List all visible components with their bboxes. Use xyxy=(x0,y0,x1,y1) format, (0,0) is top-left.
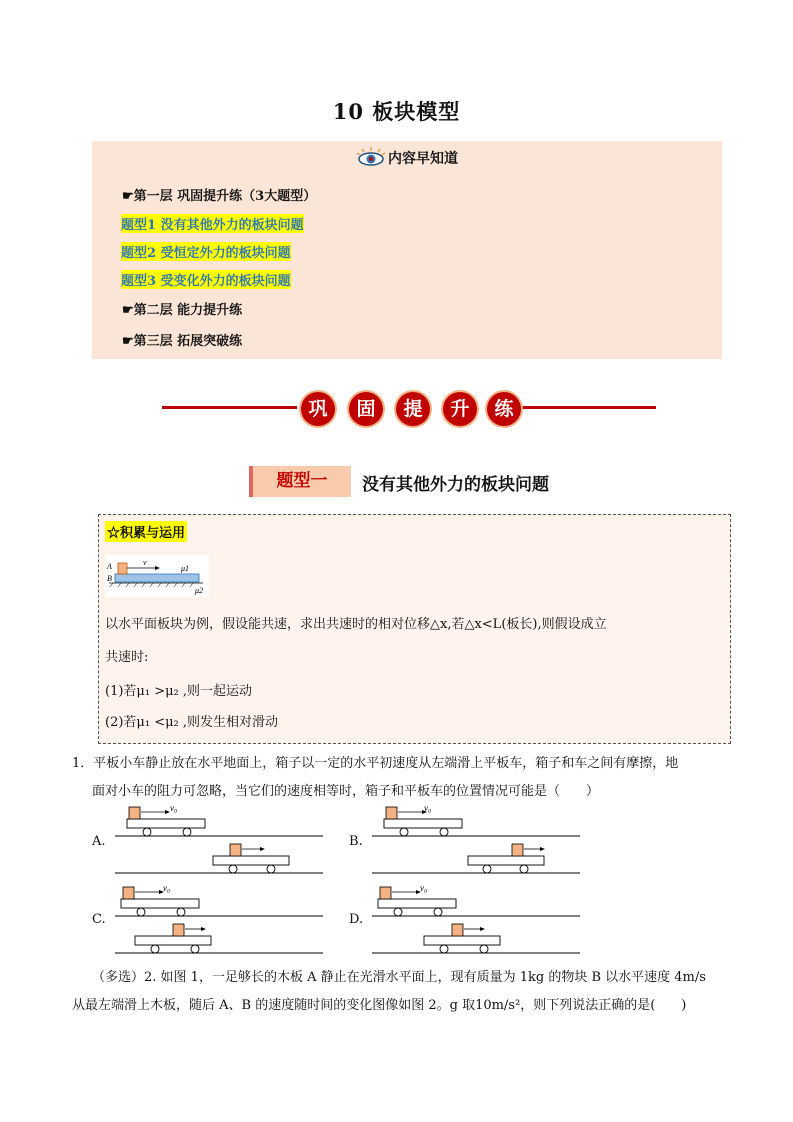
section-title: 没有其他外力的板块问题 xyxy=(362,475,549,495)
toc-layer1[interactable]: ☛第一层 巩固提升练（3大题型） xyxy=(122,189,317,204)
q1-option-d-figure[interactable] xyxy=(372,880,582,958)
q1-option-a-figure[interactable] xyxy=(115,800,325,878)
toc-type1[interactable]: 题型1 没有其他外力的板块问题 xyxy=(121,214,304,233)
toc-type3[interactable]: 题型3 受变化外力的板块问题 xyxy=(121,270,291,289)
toc-panel xyxy=(92,141,722,359)
section-tab: 题型一 xyxy=(249,466,351,497)
toc-heading-text: 内容早知道 xyxy=(388,151,458,167)
knowledge-box xyxy=(98,514,731,744)
fig-label-v: v xyxy=(143,558,147,567)
knowledge-line-1: 以水平面板块为例，假设能共速，求出共速时的相对位移△x,若△x<L(板长),则假设成立 xyxy=(105,617,607,632)
q1-line-1: 1．平板小车静止放在水平地面上，箱子以一定的水平初速度从左端滑上平板车，箱子和车之间有摩擦，地 xyxy=(72,756,679,771)
fig-label-mu1: μ1 xyxy=(181,564,190,573)
banner-char-3: 提 xyxy=(396,392,430,426)
q1-option-b-label[interactable]: B. xyxy=(349,834,363,849)
v0-label-c: v₀ xyxy=(163,883,171,893)
knowledge-line-2: 共速时: xyxy=(105,650,149,665)
v0-label-d: v₀ xyxy=(420,883,428,893)
toc-layer3[interactable]: ☛第三层 拓展突破练 xyxy=(122,334,243,349)
v0-label-b: v₀ xyxy=(424,803,432,813)
toc-type2[interactable]: 题型2 受恒定外力的板块问题 xyxy=(121,242,291,261)
eye-icon xyxy=(356,147,386,171)
knowledge-line-3: (1)若μ₁ >μ₂ ,则一起运动 xyxy=(105,684,253,699)
q1-line-2: 面对小车的阻力可忽略，当它们的速度相等时，箱子和平板车的位置情况可能是（ ） xyxy=(92,784,600,799)
banner-char-1: 巩 xyxy=(301,392,335,426)
banner-char-5: 练 xyxy=(487,392,521,426)
q1-option-d-label[interactable]: D. xyxy=(349,912,364,927)
banner-line-right xyxy=(520,406,656,409)
knowledge-line-4: (2)若μ₁ <μ₂ ,则发生相对滑动 xyxy=(105,715,279,730)
toc-heading xyxy=(92,147,722,171)
page-title: 10 板块模型 xyxy=(332,99,461,124)
banner-char-4: 升 xyxy=(443,392,477,426)
q1-option-a-label[interactable]: A. xyxy=(92,834,106,849)
q1-option-b-figure[interactable] xyxy=(372,800,582,878)
banner-char-2: 固 xyxy=(349,392,383,426)
fig-label-a: A xyxy=(107,562,112,571)
q2-line-1: （多选）2. 如图 1，一足够长的木板 A 静止在光滑水平面上，现有质量为 1kg 的物块 B 以水平速度 4m/s xyxy=(92,970,706,985)
q2-line-2: 从最左端滑上木板，随后 A、B 的速度随时间的变化图像如图 2。g 取10m/s²，则下列说法正确的是( ) xyxy=(72,998,687,1013)
block-board-figure xyxy=(105,555,209,597)
toc-layer2[interactable]: ☛第二层 能力提升练 xyxy=(122,303,243,318)
banner-line-left xyxy=(162,406,297,409)
fig-label-mu2: μ2 xyxy=(195,586,204,595)
fig-label-b: B xyxy=(107,574,112,583)
q1-option-c-figure[interactable] xyxy=(115,880,325,958)
v0-label-a: v₀ xyxy=(170,803,178,813)
q1-option-c-label[interactable]: C. xyxy=(92,912,106,927)
knowledge-tag: ☆积累与运用 xyxy=(105,521,187,542)
